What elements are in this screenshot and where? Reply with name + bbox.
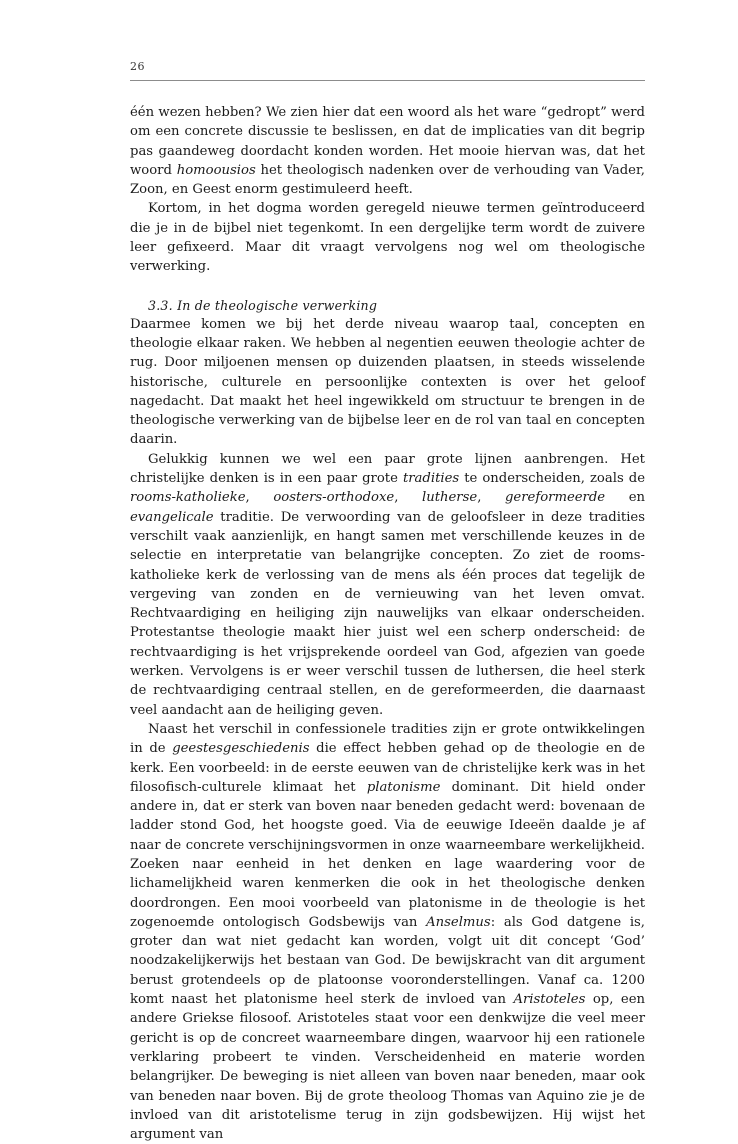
text-run: dominant. Dit hield onder andere in, dat er sterk van boven naar beneden gedacht werd: bovenaan de ladder stond God, het hoogste goed. Via de eeuwige Ideeën daalde je af naar de concrete verschijningsvormen in onze waarneembare werkelijkheid. Zoeken naar eenheid in het denken en lage waardering voor de lichamelijkheid waren kenmerken die ook in het theologische denken doordrongen. Een mooi voorbeeld van platonisme in de theologie is het zogenoemde ontologisch Godsbewijs van (130, 779, 645, 930)
paragraph-p4 (130, 450, 645, 720)
running-header (130, 60, 645, 81)
section-number: 3.3. (148, 297, 173, 313)
text-run: , (394, 490, 422, 506)
italic-term: tradities (402, 471, 460, 487)
text-run: , (245, 490, 274, 506)
section-heading (148, 296, 645, 315)
text-run: één wezen hebben? We zien hier dat een woord als het ware “gedropt” werd om een concrete discussie te beslissen, en dat de implicaties van dit begrip pas gaandeweg doordacht konden worden. Het mooie hiervan was, dat het woord (130, 105, 645, 178)
text-run: Gelukkig kunnen we wel een paar grote lijnen aanbrengen. Het christelijke denken is in een paar grote (130, 451, 645, 487)
italic-term: platonisme (366, 779, 441, 795)
text-run: , (477, 490, 505, 506)
section-paragraphs (130, 315, 645, 1144)
paragraph-p2 (130, 199, 645, 276)
italic-term: Aristoteles (513, 992, 586, 1008)
italic-term: lutherse (422, 490, 478, 506)
section-title: In de theologische verwerking (177, 297, 378, 313)
text-run: het theologisch nadenken over de verhouding van Vader, Zoon, en Geest enorm gestimuleerd heeft. (130, 162, 645, 198)
text-run: te onderscheiden, zoals de (459, 471, 645, 487)
italic-term: rooms-katholieke (130, 490, 246, 506)
italic-term: Anselmus (426, 914, 491, 930)
paragraph-p5 (130, 720, 645, 1144)
text-run: op, een andere Griekse filosoof. Aristoteles staat voor een denkwijze die veel meer gericht is op de concreet waarneembare dingen, waarvoor hij een rationele verklaring probeert te vinden. Verscheidenheid en materie worden belangrijker. De beweging is niet alleen van boven naar beneden, maar ook van beneden naar boven. Bij de grote theoloog Thomas van Aquino zie je de invloed van dit aristotelisme terug in zijn godsbewijzen. Hij wijst het argument van (130, 992, 645, 1143)
paragraph-p3 (130, 315, 645, 450)
italic-term: homoousios (176, 162, 256, 178)
italic-term: evangelicale (130, 509, 214, 525)
text-run: Daarmee komen we bij het derde niveau waarop taal, concepten en theologie elkaar raken. We hebben al negentien eeuwen theologie achter de rug. Door miljoenen mensen op duizenden plaatsen, in steeds wisselende historische, culturele en persoonlijke contexten is over het geloof nagedacht. Dat maakt het heel ingewikkeld om structuur te brengen in de theologische verwerking van de bijbelse leer en de rol van taal en concepten daarin. (130, 316, 645, 448)
text-run: en (605, 490, 646, 506)
text-run: Kortom, in het dogma worden geregeld nieuwe termen geïntroduceerd die je in de bijbel niet tegenkomt. In een dergelijke term wordt de zuivere leer gefixeerd. Maar dit vraagt vervolgens nog wel om theologische verwerking. (130, 201, 645, 275)
italic-term: gereformeerde (504, 490, 606, 506)
italic-term: oosters-orthodoxe (273, 490, 395, 506)
text-run: traditie. De verwoording van de geloofsleer in deze tradities verschilt vaak aanzienlijk, en hangt samen met verschillende keuzes in de selectie en interpretatie van belangrijke concepten. Zo ziet de rooms-katholieke kerk de verlossing van de mens als één proces dat tegelijk de vergeving van zonden en de vernieuwing van het leven omvat. Rechtvaardiging en heiliging zijn nauwelijks van elkaar onderscheiden. Protestantse theologie maakt hier juist wel een scherp onderscheid: de rechtvaardiging is het vrijsprekende oordeel van God, afgezien van goede werken. Vervolgens is er weer verschil tussen de luthersen, die heel sterk de rechtvaardiging centraal stellen, en de gereformeerden, die daarnaast veel aandacht aan de heiliging geven. (130, 509, 645, 718)
body-text (130, 103, 645, 1144)
intro-paragraphs (130, 103, 645, 277)
italic-term: geestesgeschiedenis (172, 741, 310, 757)
text-run: die effect hebben gehad op de theologie en de kerk. Een voorbeeld: in de eerste eeuwen van de christelijke kerk was in het filosofisch-culturele klimaat het (130, 741, 645, 795)
text-run: : als God datgene is, groter dan wat niet gedacht kan worden, volgt uit dit concept ‘God’ noodzakelijkerwijs het bestaan van God. De bewijskracht van dit argument berust grotendeels op de platoonse vooronderstellingen. Vanaf ca. 1200 komt naast het platonisme heel sterk de invloed van (130, 914, 645, 1008)
paragraph-p1 (130, 103, 645, 199)
text-run: Naast het verschil in confessionele tradities zijn er grote ontwikkelingen in de (130, 721, 645, 757)
page-number: 26 (130, 60, 145, 73)
